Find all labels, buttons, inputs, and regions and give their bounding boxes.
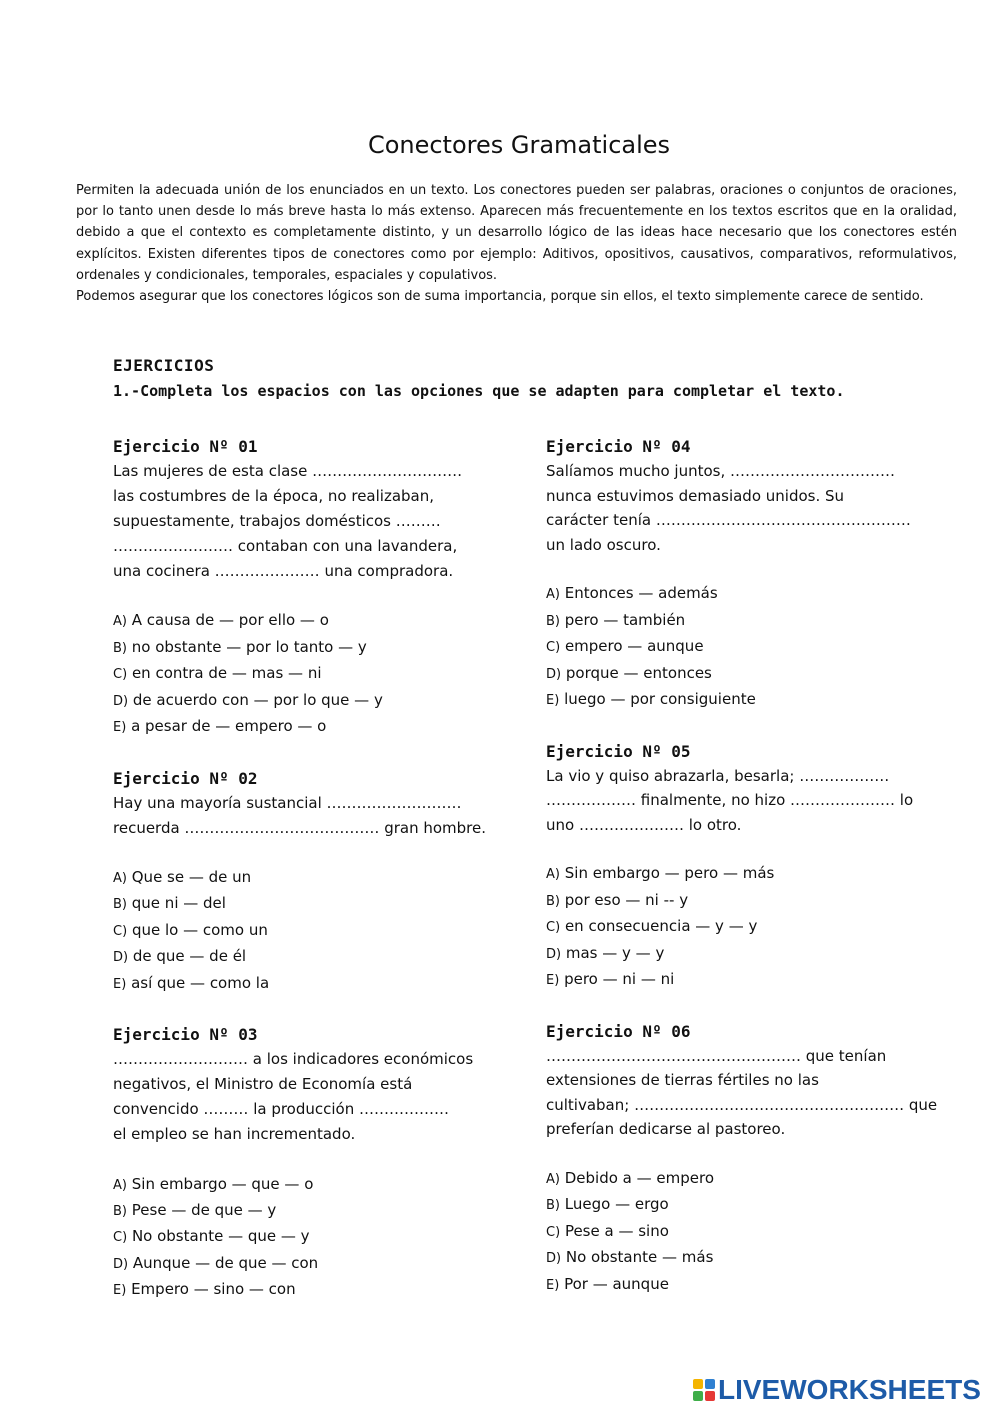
option-item	[113, 1224, 533, 1250]
option-letter: A)	[546, 867, 560, 883]
exercise-text-line: …………………… contaban con una lavandera,	[113, 537, 458, 555]
option-text: Pese a — sino	[564, 1221, 669, 1240]
option-letter: D)	[113, 1256, 129, 1272]
option-item	[546, 1245, 976, 1271]
option-letter: E)	[546, 1277, 560, 1293]
option-item	[113, 1251, 533, 1277]
exercise-text-line: Hay una mayoría sustancial ………………………	[113, 793, 462, 812]
option-text: luego — por consiguiente	[564, 689, 756, 708]
instruction-text: 1.-Completa los espacios con las opciones que se adapten para completar el texto.	[113, 382, 845, 400]
option-letter: A)	[113, 870, 127, 886]
exercise-text-line: recuerda ………………………………… gran hombre.	[113, 818, 487, 837]
exercise-text-line: uno ………………… lo otro.	[546, 815, 742, 834]
exercise-text	[546, 764, 976, 838]
options-list	[546, 581, 976, 713]
option-text: en contra de — mas — ni	[131, 664, 322, 683]
option-text: a pesar de — empero — o	[131, 716, 327, 735]
option-letter: D)	[113, 950, 129, 966]
option-item	[546, 888, 976, 914]
option-text: Aunque — de que — con	[132, 1253, 319, 1272]
right-column	[546, 434, 976, 1298]
option-text: mas — y — y	[565, 943, 665, 962]
exercise-heading: Ejercicio Nº 02	[113, 768, 258, 788]
exercise-text-line: una cocinera ………………… una compradora.	[113, 562, 454, 580]
exercise-text-line: negativos, el Ministro de Economía está	[113, 1075, 413, 1094]
option-letter: C)	[113, 667, 128, 683]
options-list	[546, 1166, 976, 1298]
exercise-text-line: ……………………… a los indicadores económicos	[113, 1050, 474, 1069]
option-item	[113, 865, 533, 891]
exercise-heading: Ejercicio Nº 04	[546, 437, 691, 456]
option-item	[546, 581, 976, 607]
option-letter: B)	[113, 1203, 127, 1219]
exercise-text-line: carácter tenía ……………………………………………	[546, 511, 911, 529]
exercise-04	[546, 434, 976, 713]
option-letter: B)	[546, 893, 560, 909]
exercise-text-line: cultivaban; ……………………………………………… que	[546, 1095, 938, 1114]
option-text: así que — como la	[131, 973, 270, 992]
exercise-heading: Ejercicio Nº 01	[113, 437, 258, 456]
exercise-text-line: las costumbres de la época, no realizaban,	[113, 487, 434, 505]
option-text: Empero — sino — con	[131, 1280, 296, 1299]
exercise-text	[546, 1044, 976, 1142]
exercise-02	[113, 766, 533, 997]
option-text: empero — aunque	[564, 637, 704, 656]
option-item	[113, 1198, 533, 1224]
exercise-heading: Ejercicio Nº 06	[546, 1021, 691, 1041]
option-text: Luego — ergo	[564, 1195, 669, 1214]
option-text: pero — ni — ni	[564, 970, 675, 989]
option-item	[546, 687, 976, 713]
option-letter: D)	[113, 693, 129, 709]
option-item	[113, 635, 533, 661]
option-letter: E)	[113, 719, 127, 735]
logo-block-yellow	[693, 1379, 703, 1389]
intro-paragraph: Permiten la adecuada unión de los enunciados en un texto. Los conectores pueden ser palabras, oraciones o conjuntos de oraciones, por lo tanto unen desde lo más breve hasta lo más extenso. Aparecen más frecuentemente en los textos escritos que en la oralidad, debido a que el contexto es completamente distinto, y un desarrollo lógico de las ideas hace necesario que los conectores estén explícitos. Existen diferentes tipos de conectores como por ejemplo: Aditivos, opositivos, causativos, comparativos, reformulativos, ordenales y condicionales, temporales, espaciales y copulativos.	[76, 183, 957, 283]
option-letter: C)	[113, 923, 128, 939]
option-letter: E)	[546, 692, 560, 708]
option-letter: B)	[113, 640, 127, 656]
option-letter: C)	[546, 640, 561, 656]
option-item	[113, 1277, 533, 1303]
liveworksheets-logo[interactable]	[693, 1375, 981, 1405]
exercise-text	[546, 459, 976, 557]
logo-icon-graphic	[693, 1379, 715, 1401]
exercise-text	[113, 1047, 533, 1147]
exercise-01	[113, 434, 533, 740]
option-item	[546, 1272, 976, 1298]
exercise-05	[546, 739, 976, 994]
intro-paragraph: Podemos asegurar que los conectores lógicos son de suma importancia, porque sin ellos, el texto simplemente carece de sentido.	[76, 289, 924, 305]
option-letter: C)	[546, 1224, 561, 1240]
exercise-text-line: convencido ……… la producción ………………	[113, 1100, 449, 1119]
options-list	[546, 861, 976, 993]
option-item	[546, 661, 976, 687]
option-item	[546, 608, 976, 634]
left-column	[113, 434, 533, 1304]
exercise-text-line: preferían dedicarse al pastoreo.	[546, 1120, 786, 1139]
liveworksheets-logo-icon	[693, 1379, 715, 1401]
intro-text	[76, 180, 957, 307]
logo-block-green	[693, 1391, 703, 1401]
option-letter: D)	[546, 1251, 562, 1267]
exercise-03	[113, 1022, 533, 1303]
option-letter: A)	[546, 587, 560, 603]
option-letter: C)	[113, 1230, 128, 1246]
logo-block-red	[705, 1391, 715, 1401]
exercise-text-line: extensiones de tierras fértiles no las	[546, 1071, 819, 1090]
option-text: que lo — como un	[131, 920, 268, 939]
exercise-text-line: …………………………………………… que tenían	[546, 1046, 887, 1065]
options-list	[113, 608, 533, 740]
option-item	[113, 944, 533, 970]
options-list	[113, 1172, 533, 1304]
option-item	[113, 661, 533, 687]
option-item	[113, 971, 533, 997]
exercise-text-line: un lado oscuro.	[546, 535, 661, 554]
option-letter: A)	[113, 1177, 127, 1193]
option-item	[546, 861, 976, 887]
option-text: Entonces — además	[564, 584, 718, 603]
exercise-heading: Ejercicio Nº 03	[113, 1025, 258, 1045]
page-title: Conectores Gramaticales	[367, 131, 671, 159]
exercise-heading: Ejercicio Nº 05	[546, 741, 691, 761]
option-item	[113, 714, 533, 740]
option-text: por eso — ni -- y	[564, 890, 689, 909]
liveworksheets-wordmark: LIVEWORKSHEETS	[718, 1374, 981, 1405]
exercise-text-line: ……………… finalmente, no hizo ………………… lo	[546, 791, 914, 810]
exercise-text-line: Salíamos mucho juntos, ……………………………	[546, 462, 896, 480]
option-letter: D)	[546, 666, 562, 682]
option-text: No obstante — que — y	[131, 1227, 310, 1246]
option-letter: E)	[113, 1283, 127, 1299]
option-text: Debido a — empero	[564, 1169, 715, 1188]
option-letter: B)	[546, 613, 560, 629]
option-item	[546, 1192, 976, 1218]
exercise-text-line: el empleo se han incrementado.	[113, 1125, 356, 1144]
options-list	[113, 865, 533, 997]
exercise-text	[113, 791, 533, 841]
option-item	[546, 1166, 976, 1192]
option-item	[113, 688, 533, 714]
option-text: de acuerdo con — por lo que — y	[132, 690, 383, 709]
option-text: no obstante — por lo tanto — y	[131, 637, 367, 656]
option-text: de que — de él	[132, 947, 247, 966]
option-item	[546, 634, 976, 660]
exercises-heading: EJERCICIOS	[113, 356, 215, 375]
option-text: Sin embargo — pero — más	[564, 864, 775, 883]
option-item	[546, 941, 976, 967]
exercise-text	[113, 459, 533, 584]
option-text: Que se — de un	[131, 867, 252, 886]
option-letter: A)	[546, 1172, 560, 1188]
option-letter: A)	[113, 614, 127, 630]
option-letter: C)	[546, 920, 561, 936]
option-letter: E)	[546, 973, 560, 989]
exercise-06	[546, 1019, 976, 1298]
option-text: en consecuencia — y — y	[564, 917, 758, 936]
option-text: porque — entonces	[565, 663, 712, 682]
option-item	[113, 891, 533, 917]
option-text: que ni — del	[131, 894, 226, 913]
option-item	[546, 914, 976, 940]
option-text: Pese — de que — y	[131, 1200, 277, 1219]
option-letter: D)	[546, 946, 562, 962]
exercise-text-line: La vio y quiso abrazarla, besarla; ………………	[546, 766, 890, 785]
option-text: Sin embargo — que — o	[131, 1174, 314, 1193]
option-text: A causa de — por ello — o	[131, 611, 329, 630]
option-item	[546, 967, 976, 993]
option-text: No obstante — más	[565, 1248, 714, 1267]
exercise-text-line: Las mujeres de esta clase …………………………	[113, 462, 463, 480]
option-letter: B)	[546, 1198, 560, 1214]
option-item	[113, 1172, 533, 1198]
option-text: pero — también	[564, 610, 686, 629]
option-letter: B)	[113, 897, 127, 913]
option-item	[113, 608, 533, 634]
option-text: Por — aunque	[564, 1274, 669, 1293]
option-item	[113, 918, 533, 944]
exercise-text-line: nunca estuvimos demasiado unidos. Su	[546, 486, 845, 505]
exercise-text-line: supuestamente, trabajos domésticos ………	[113, 512, 441, 530]
logo-block-blue	[705, 1379, 715, 1389]
option-item	[546, 1219, 976, 1245]
option-letter: E)	[113, 976, 127, 992]
